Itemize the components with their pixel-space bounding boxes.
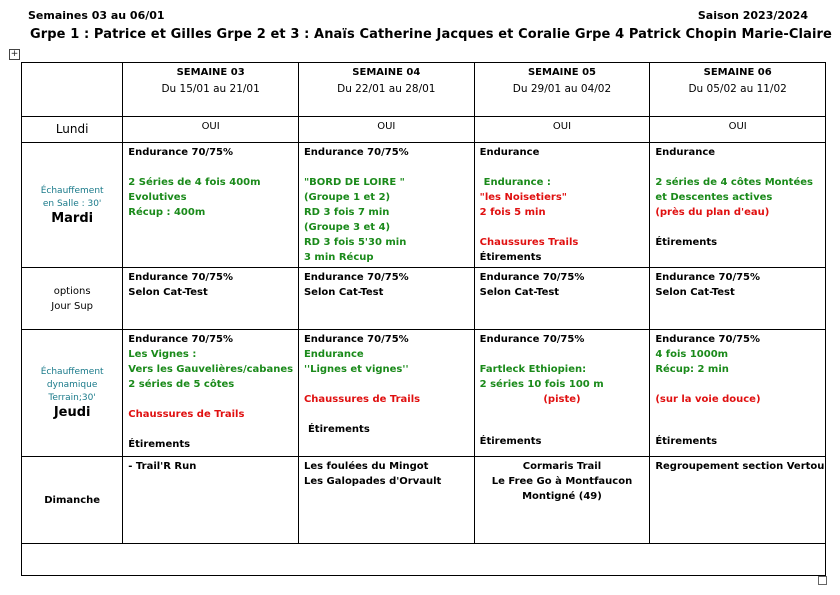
training-plan-table — [21, 62, 826, 576]
session-line: Endurance — [479, 147, 540, 158]
session-line: 2 séries de 5 côtes — [128, 379, 235, 390]
session-line: "BORD DE LOIRE " — [303, 177, 405, 188]
jeudi-w06-cell — [650, 330, 826, 457]
session-line: RD 3 fois 5'30 min — [303, 237, 407, 248]
session-line: Étirements — [655, 237, 718, 248]
session-line: 4 fois 1000m — [655, 349, 729, 360]
week-range: Du 05/02 au 11/02 — [688, 83, 787, 95]
warmup-detail: en Salle : 30' — [42, 198, 102, 209]
session-line: et Descentes actives — [655, 192, 773, 203]
options-w04-cell — [298, 268, 474, 330]
session-line: Étirements — [307, 424, 370, 435]
week-title: SEMAINE 05 — [527, 67, 596, 78]
session-line: 3 min Récup — [303, 252, 374, 263]
week-title: SEMAINE 06 — [703, 67, 772, 78]
session-line: (sur la voie douce) — [655, 394, 761, 405]
dimanche-w05-cell — [474, 457, 650, 544]
day-label-jeudi: Jeudi — [53, 405, 91, 420]
mardi-w04-cell — [298, 143, 474, 268]
paragraph-end-marker — [818, 576, 827, 585]
day-label-mardi-cell — [22, 143, 123, 268]
day-label-dimanche: Dimanche — [22, 457, 123, 544]
mardi-row — [22, 143, 826, 268]
week-title: SEMAINE 04 — [352, 67, 421, 78]
session-line: Chaussures de Trails — [128, 409, 245, 420]
session-line: Selon Cat-Test — [128, 287, 208, 298]
options-w05-cell — [474, 268, 650, 330]
dimanche-w04-cell — [298, 457, 474, 544]
week-05-header — [474, 63, 650, 117]
session-line: Regroupement section Vertou — [655, 461, 825, 472]
session-line: Endurance 70/75% — [128, 334, 234, 345]
session-line: (Groupe 1 et 2) — [303, 192, 391, 203]
mardi-w06-cell — [650, 143, 826, 268]
week-header-row — [22, 63, 826, 117]
warmup-label: Échauffement — [40, 185, 104, 196]
options-w03-cell — [123, 268, 299, 330]
session-line: RD 3 fois 7 min — [303, 207, 390, 218]
day-label-lundi: Lundi — [22, 117, 123, 143]
mardi-w05-cell — [474, 143, 650, 268]
jeudi-row — [22, 330, 826, 457]
lundi-cell: OUI — [474, 117, 650, 143]
session-line: Vers les Gauvelières/cabanes — [128, 364, 294, 375]
session-line: ''Lignes et vignes'' — [303, 364, 409, 375]
session-line: Endurance 70/75% — [303, 334, 409, 345]
blank-row-cell — [22, 544, 826, 576]
session-line: Endurance 70/75% — [303, 147, 409, 158]
session-line: Fartleck Ethiopien: — [479, 364, 587, 375]
day-label-jeudi-cell — [22, 330, 123, 457]
groups-line: Grpe 1 : Patrice et Gilles Grpe 2 et 3 : Anaïs Catherine Jacques et Coralie Grpe 4 Patrick Chopin Marie-Claire — [30, 27, 832, 42]
session-line: Les Vignes : — [128, 349, 197, 360]
jeudi-w05-cell — [474, 330, 650, 457]
session-line: Selon Cat-Test — [479, 287, 560, 298]
options-label: options — [53, 285, 91, 297]
session-line: (près du plan d'eau) — [655, 207, 770, 218]
session-line: Evolutives — [128, 192, 187, 203]
lundi-cell: OUI — [123, 117, 299, 143]
mardi-w03-cell — [123, 143, 299, 268]
lundi-row — [22, 117, 826, 143]
day-label-options-cell — [22, 268, 123, 330]
options-label: Jour Sup — [51, 300, 94, 312]
session-line: Chaussures de Trails — [303, 394, 421, 405]
warmup-detail: dynamique — [46, 380, 98, 390]
session-line: Étirements — [128, 439, 191, 450]
season-label: Saison 2023/2024 — [697, 9, 808, 22]
dimanche-row — [22, 457, 826, 544]
session-line: 2 séries de 4 côtes Montées — [655, 177, 813, 188]
session-line: Récup: 2 min — [655, 364, 729, 375]
jeudi-w04-cell — [298, 330, 474, 457]
session-line: Les Galopades d'Orvault — [303, 476, 442, 487]
week-range: Du 22/01 au 28/01 — [337, 83, 436, 95]
session-line: Endurance 70/75% — [128, 272, 234, 283]
week-range: Du 15/01 au 21/01 — [161, 83, 260, 95]
session-line: Endurance 70/75% — [655, 334, 761, 345]
session-line: Endurance 70/75% — [479, 272, 585, 283]
week-03-header — [123, 63, 299, 117]
session-line: Montigné (49) — [522, 491, 602, 502]
session-line: Endurance — [303, 349, 364, 360]
blank-bottom-row — [22, 544, 826, 576]
session-line: (piste) — [543, 394, 581, 405]
jeudi-w03-cell — [123, 330, 299, 457]
session-line: Les foulées du Mingot — [303, 461, 429, 472]
week-04-header — [298, 63, 474, 117]
session-line: 2 Séries de 4 fois 400m — [128, 177, 261, 188]
session-line: Endurance 70/75% — [128, 147, 234, 158]
week-title: SEMAINE 03 — [176, 67, 245, 78]
session-line: Endurance 70/75% — [655, 272, 761, 283]
session-line: Chaussures Trails — [479, 237, 579, 248]
session-line: - Trail'R Run — [128, 461, 197, 472]
corner-cell — [22, 63, 123, 117]
session-line: Endurance : — [483, 177, 551, 188]
session-line: (Groupe 3 et 4) — [303, 222, 391, 233]
session-line: Endurance 70/75% — [303, 272, 409, 283]
options-w06-cell — [650, 268, 826, 330]
options-row — [22, 268, 826, 330]
dimanche-w03-cell — [123, 457, 299, 544]
lundi-cell: OUI — [650, 117, 826, 143]
session-line: Cormaris Trail — [522, 461, 602, 472]
session-line: Étirements — [655, 436, 718, 447]
week-range: Du 29/01 au 04/02 — [512, 83, 612, 95]
session-line: "les Noisetiers" — [479, 192, 567, 203]
table-move-handle-icon[interactable]: + — [10, 49, 19, 59]
weeks-range: Semaines 03 au 06/01 — [28, 9, 165, 22]
session-line: Selon Cat-Test — [655, 287, 735, 298]
session-line: Étirements — [479, 436, 542, 447]
dimanche-w06-cell — [650, 457, 826, 544]
session-line: Étirements — [479, 252, 542, 263]
session-line: 2 fois 5 min — [479, 207, 546, 218]
week-06-header — [650, 63, 826, 117]
session-line: Récup : 400m — [128, 207, 206, 218]
session-line: 2 séries 10 fois 100 m — [479, 379, 604, 390]
session-line: Endurance — [655, 147, 716, 158]
session-line: Endurance 70/75% — [479, 334, 585, 345]
day-label-mardi: Mardi — [51, 210, 94, 226]
warmup-detail: Terrain;30' — [48, 393, 96, 403]
lundi-cell: OUI — [298, 117, 474, 143]
session-line: Selon Cat-Test — [303, 287, 384, 298]
warmup-label: Échauffement — [40, 367, 104, 377]
session-line: Le Free Go à Montfaucon — [491, 476, 633, 487]
